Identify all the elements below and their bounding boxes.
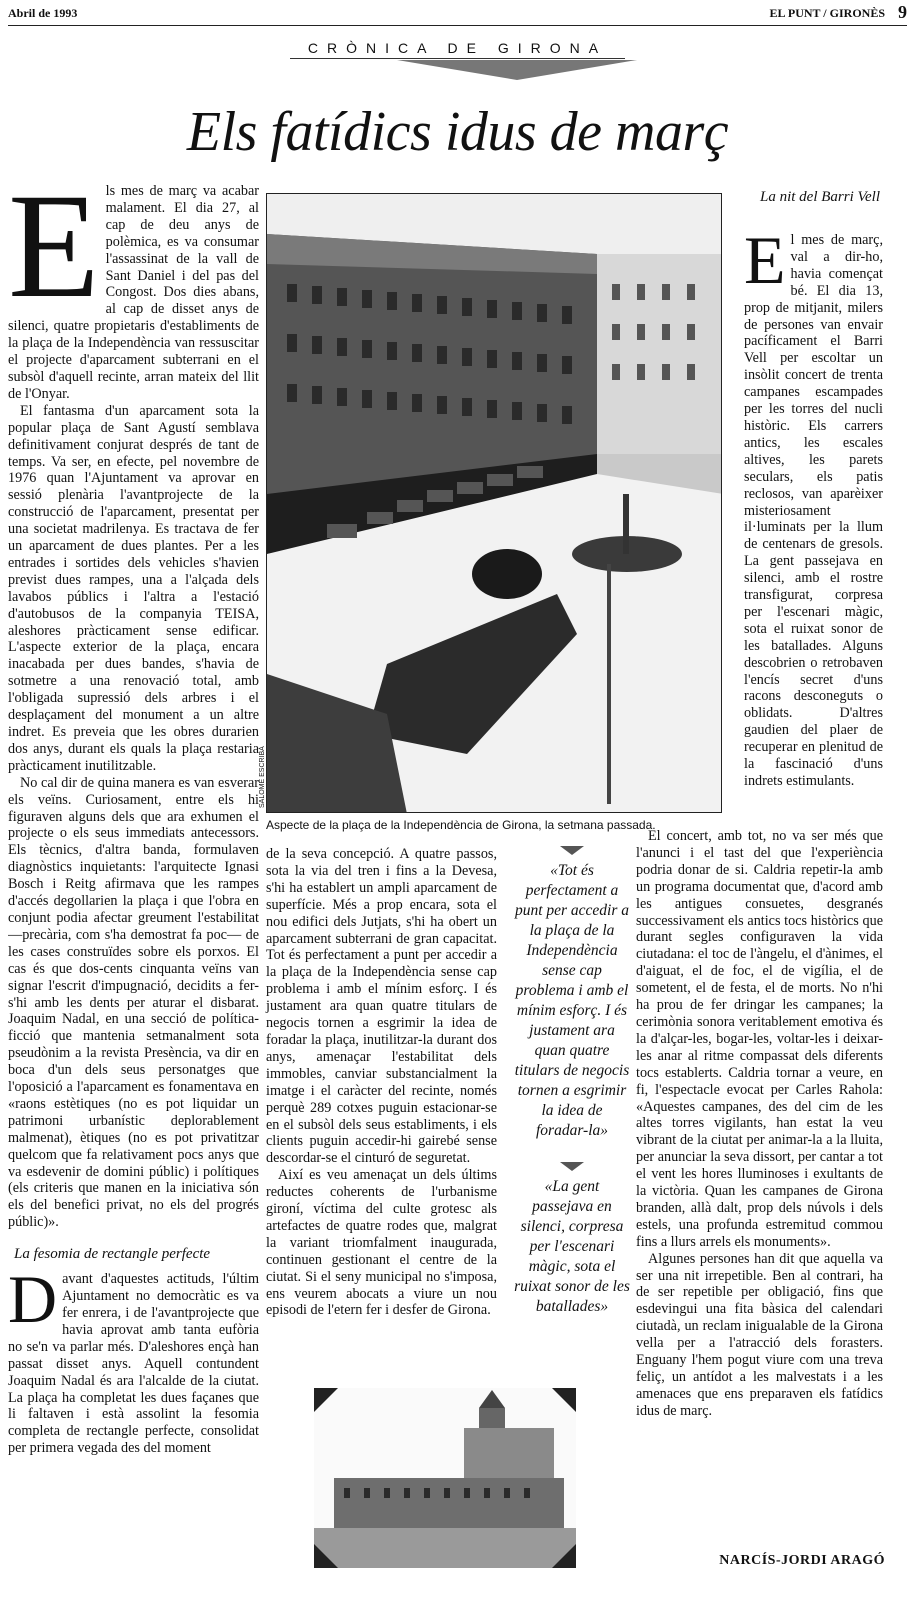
issue-date: Abril de 1993 bbox=[8, 6, 78, 20]
subhead-barri-vell: La nit del Barri Vell bbox=[760, 189, 880, 205]
old-town-photo-drawing bbox=[314, 1388, 576, 1568]
subhead-fesomia: La fesomia de rectangle perfecte bbox=[14, 1246, 211, 1263]
pull-quote-2: «La gent passejava en silenci, corpresa per l'escenari màgic, sota el ruixat sonor de les batallades» bbox=[514, 1178, 630, 1315]
col2-paragraph-2: Així es veu amenaçat un dels últims reductes coherents de l'urbanisme gironí, víctima del culte grotesc als artefactes de quatre rodes que, malgrat la variant triomfalment inaugurada, continuen gestionant el centre de la ciutat. Si el seny municipal no s'imposa, ens veurem abocats a viure un nou episodi de l'etern fer i desfer de Girona. bbox=[266, 1167, 497, 1319]
col2-paragraph-1: de la seva concepció. A quatre passos, sota la via del tren i fins a la Devesa, s'hi ha establert un ampli aparcament de superfície. Més a prop encara, sota el nou edifici dels Jutjats, s'hi ha obert un aparcament subterrani de gran capacitat. Tot és perfectament a punt per accedir a la plaça de la Independència sense cap problema i amb el mínim esforç. I és justament ara quan quatre titulars de negocis tornen a esgrimir la idea de foradar la plaça, inutilitzar-la durant dos anys, amenaçar l'estabilitat dels immobles, canviar substancialment la imatge i el caràcter del recinte, només perquè 289 cotxes puguin estacionar-se en el subsòl dels seus establiments, i els clients puguin accedir-hi gairebé sense descordar-se el cinturó de seguretat. bbox=[266, 846, 497, 1167]
col1-paragraph-2: El fantasma d'un aparcament sota la popular plaça de Sant Agustí semblava definitivament conjurat després de tant de temps. Va ser, en efecte, pel novembre de 1976 quan l'Ajuntament va aprovar en sessió plenària l'avantprojecte de la construcció de l'aparcament, presentat per una societat madrilenya. Es tractava de fer un aparcament de dues plantes. Per a les entrades i sortides dels vehicles s'havien previst dues rampes, una a l'alçada dels lavabos públics i l'altra a l'estació d'autobusos de la companyia TEISA, aleshores pràcticament sense edificar. L'aspecte exterior de la plaça, encara inacabada per dues bandes, s'havia de sotmetre a una renovació total, amb l'obligada supressió dels arbres i el desplaçament del monument a un altre indret. Es preveia que les obres durarien dos anys, durant els quals la plaça restaria pràcticament inutilitzable. bbox=[8, 402, 259, 774]
header-rule bbox=[8, 25, 907, 26]
drop-cap-d: D bbox=[8, 1261, 58, 1338]
pull-quote-1-block bbox=[514, 846, 630, 1141]
paper-name: EL PUNT / GIRONÈS bbox=[769, 6, 885, 20]
drop-cap-e: E bbox=[8, 183, 100, 329]
headline: Els fatídics idus de març bbox=[186, 101, 729, 163]
drop-cap-e-col4: E bbox=[744, 232, 786, 298]
quote-1-arrow bbox=[560, 846, 584, 855]
author-signature: NARCÍS-JORDI ARAGÓ bbox=[719, 1553, 885, 1568]
plaza-photo-drawing bbox=[267, 194, 722, 813]
col1-paragraph-3: No cal dir de quina manera es van esverar els veïns. Curiosament, entre els hi figuraven alguns dels que ara exhumen el projecte o els seus immediats antecessors. Els tècnics, d'altra banda, formulaven diagnòstics inquietants: l'arquitecte Ignasi Bosch i Reitg afirmava que les rampes d'accés degollarien la plaça i que l'obra en conjunt podia afectar greument l'estabilitat —precària, com s'ha demostrat fa poc— de les cases construïdes sobre els porxos. El cas és que dos-cents cinquanta veïns van signar l'escrit d'impugnació, decidits a fer-s'hi amb les dents per aturar el disbarat. Joaquim Nadal, en una secció de política-ficció que mantenia setmanalment sota pseudònim a la revista Presència, va dir en boca d'un dels seus personatges que l'oposició a l'aparcament es fonamentava en «raons estètiques (no es pot liquidar un patrimoni urbanístic deplorablement malmenat), ètiques (no es pot privatitzar quelcom que fa relativament pocs anys que va esdevenir de domini públic) i polítiques (els criteris que manen en la iniciativa són els del benefici privat, no els del progrés públic)». bbox=[8, 774, 259, 1231]
column-2 bbox=[266, 846, 497, 1319]
col4-paragraph-2: El concert, amb tot, no va ser més que l'anunci i el tast del que l'experiència podria donar de si. Caldria repetir-la amb un programa documentat que, d'acord amb les antigues consuetes, desgranés successivament els antics tocs històrics que durant segles configuraven la vida ciutadana: el toc de l'àngelu, el d'ànimes, el d'aiguat, el de foc, el de vigília, el de sometent, el de festa, el de morts. No n'hi ha prou de fer dringar les campanes; la cerimònia sonora veritablement emotiva és la d'alçar-les, bogar-les, voltar-les i deixar-les anar al ritme compassat dels diferents tocs establerts. Caldria tornar a veure, en fi, l'espectacle evocat per Carles Rahola: «Aquestes campanes, des del cim de les altes torres vigilants, han estat la veu vibrant de la ciutat per animar-la a la lluita, per anunciar la seva dissort, per cantar a tot el vent les hores lluminoses i exultants de la victòria. Quan les campanes de Girona branden, allà dalt, prop dels núvols i dels estels, una profunda estremitud commou fins a llurs arrels els monuments». bbox=[636, 828, 883, 1250]
photo-credit: SALOMÉ ESCRIBÀ bbox=[259, 746, 266, 808]
quote-2-arrow bbox=[560, 1162, 584, 1171]
plaza-photo bbox=[266, 193, 722, 813]
page-number: 9 bbox=[898, 2, 907, 22]
column-4-bottom bbox=[636, 828, 883, 1448]
photo-caption: Aspecte de la plaça de la Independència de Girona, la setmana passada. bbox=[266, 818, 656, 832]
col1-paragraph-4: avant d'aquestes actituds, l'últim Ajuntament no democràtic es va fer enrera, i de l'avantprojecte que havia aprovat amb tanta eufòria no se'n va parlar més. D'aleshores ençà han passat disset anys. Aquell contundent Joaquim Nadal és ara l'alcalde de la ciutat. La plaça ha completat les dues façanes que li faltaven i està assolint la fesomia completa de rectangle perfecte, consolidat per primera vegada des del moment bbox=[8, 1271, 259, 1457]
section-arrow bbox=[397, 60, 637, 80]
pull-quote-2-block bbox=[514, 1162, 630, 1317]
old-town-photo bbox=[314, 1388, 576, 1568]
col1-paragraph-1: ls mes de març va acabar malament. El dia 27, al cap de deu anys de polèmica, es va consumar l'assassinat de la vall de Sant Daniel i del pas del Congost. Dos dies abans, al cap de disset anys de silenci, quatre propietaris d'establiments de la plaça de la Independència van ressuscitar el projecte d'aparcament subterrani en el subsòl d'aquell recinte, arran mateix del llit de l'Onyar. bbox=[8, 183, 259, 402]
column-1 bbox=[8, 183, 259, 1578]
pull-quote-1: «Tot és perfectament a punt per accedir a la plaça de la Independència sense cap problema i amb el mínim esforç. I és justament ara quan quatre titulars de negocis tornen a esgrimir la idea de foradar-la» bbox=[514, 862, 630, 1139]
column-4-top bbox=[744, 232, 883, 826]
section-rule bbox=[290, 58, 625, 59]
col4-paragraph-1: l mes de març, val a dir-ho, havia començat bé. El dia 13, prop de mitjanit, milers de persones van envair pacíficament el Barri Vell per escoltar un insòlit concert de trenta campanes escampades per les torres del nucli històric. Els carrers antics, les escales altives, les parets seculars, els patis reclosos, van aparèixer misteriosament il·luminats per la llum de centenars de gresols. La gent passejava en silenci, amb el rostre transfigurat, corpresa per l'escenari màgic, sota el ruixat sonor de les batallades. Alguns descobrien o retrobaven l'encís secret d'uns racons desconeguts o oblidats. D'altres gaudien del plaer de recuperar en plenitud de la fascinació d'uns indrets estimulants. bbox=[744, 232, 883, 789]
section-title: CRÒNICA DE GIRONA bbox=[307, 40, 608, 56]
col4-paragraph-3: Algunes persones han dit que aquella va ser una nit irrepetible. Ben al contrari, ha de ser repetible per obligació, fins que esdevingui una fita bàsica del calendari ciutadà, un reclam inigualable de la Girona vella per a l'atracció dels forasters. Enguany l'hem pogut viure com una treva feliç, un antídot a les malvestats i a les amenaces que ens preparaven els fatídics idus de març. bbox=[636, 1250, 883, 1419]
